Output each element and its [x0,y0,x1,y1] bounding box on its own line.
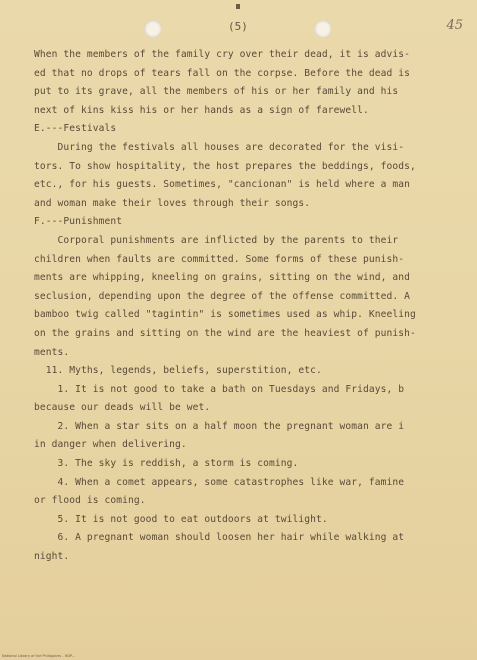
section-heading: 11. Myths, legends, beliefs, superstition, etc. [34,365,322,377]
text-line: Corporal punishments are inflicted by the parents to their [34,234,399,246]
text-line: ments. [34,346,70,358]
text-line: During the festivals all houses are decorated for the visi- [34,141,405,153]
section-heading: F.---Punishment [34,216,123,228]
binder-hole-left [144,20,162,38]
text-line: children when faults are committed. Some forms of these punish- [34,253,405,265]
text-line: and woman make their loves through their songs. [34,197,311,209]
archive-footer: National Library of the Philippines - HDP... [2,654,75,658]
text-line: on the grains and sitting on the wind are the heaviest of punish- [34,327,416,339]
text-line: put to its grave, all the members of his or her family and his [34,86,399,98]
text-line: next of kins kiss his or her hands as a sign of farewell. [34,104,369,116]
list-item: 1. It is not good to take a bath on Tuesdays and Fridays, b [34,383,405,395]
handwritten-page-number: 45 [446,18,463,33]
list-item: 5. It is not good to eat outdoors at twilight. [34,513,328,525]
binder-hole-right [314,20,332,38]
text-line: bamboo twig called "tagintin" is sometimes used as whip. Kneeling [34,309,416,321]
text-line: tors. To show hospitality, the host prepares the beddings, foods, [34,160,416,172]
text-line: because our deads will be wet. [34,402,211,414]
list-item: 3. The sky is reddish, a storm is coming. [34,458,299,470]
body-text [34,46,454,567]
top-edge-mark [236,4,240,9]
list-item: 4. When a comet appears, some catastrophes like war, famine [34,476,405,488]
page-number: (5) [228,20,248,33]
text-line: When the members of the family cry over their dead, it is advis- [34,49,411,60]
list-item: 6. A pregnant woman should loosen her hair while walking at [34,532,405,544]
section-heading: E.---Festivals [34,123,117,135]
text-line: ed that no drops of tears fall on the corpse. Before the dead is [34,67,411,79]
text-line: seclusion, depending upon the degree of the offense committed. A [34,290,411,302]
text-line: night. [34,551,70,563]
text-line: etc., for his guests. Sometimes, "cancionan" is held where a man [34,179,411,191]
list-item: 2. When a star sits on a half moon the pregnant woman are i [34,420,405,432]
text-line: ments are whipping, kneeling on grains, sitting on the wind, and [34,272,411,284]
text-line: in danger when delivering. [34,439,187,451]
text-line: or flood is coming. [34,495,146,507]
